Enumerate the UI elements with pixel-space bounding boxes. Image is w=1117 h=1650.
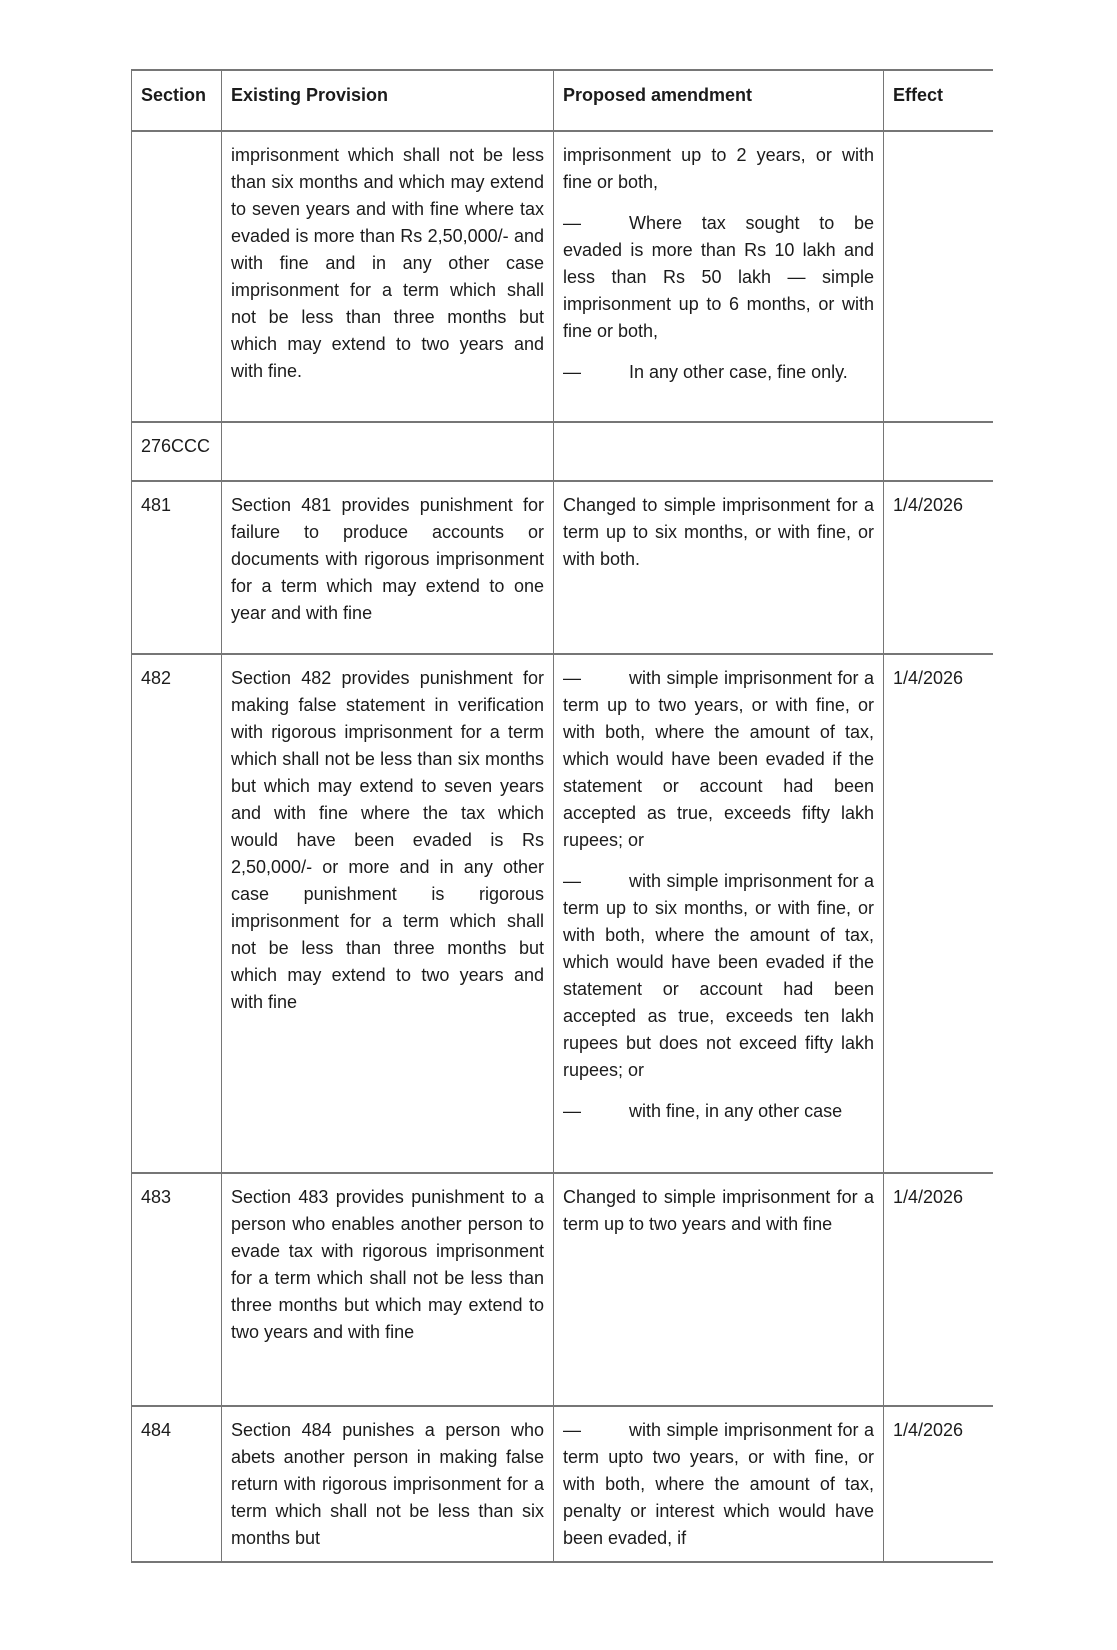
section-label: 484 — [132, 1406, 222, 1563]
paragraph-text: with simple imprisonment for a term up to two years, or with fine, or with both, where the amount of tax, which would have been evaded if the statement or account had been accepted as true, exceeds fifty lakh rupees; or — [563, 668, 874, 850]
em-dash: — — [563, 362, 581, 382]
paragraph — [563, 1417, 874, 1552]
em-dash: — — [563, 213, 581, 233]
header-proposed-amendment: Proposed amendment — [554, 70, 884, 131]
paragraph: Section 483 provides punishment to a person who enables another person to evade tax with rigorous imprisonment for a term which shall not be less than three months but which may extend to two years and with fine — [231, 1187, 544, 1342]
section-label — [132, 131, 222, 422]
paragraph: Section 481 provides punishment for failure to produce accounts or documents with rigorous imprisonment for a term which may extend to one year and with fine — [231, 495, 544, 623]
section-label: 276CCC — [132, 422, 222, 481]
table-row-484 — [132, 1406, 994, 1563]
existing-provision-cell — [222, 1406, 554, 1563]
header-existing-provision: Existing Provision — [222, 70, 554, 131]
header-effect: Effect — [884, 70, 994, 131]
header-row — [132, 70, 994, 131]
existing-provision-cell — [222, 1173, 554, 1406]
proposed-amendment-cell — [554, 654, 884, 1173]
paragraph: Section 482 provides punishment for making false statement in verification with rigorous imprisonment for a term which shall not be less than six months but which may extend to seven years and with fine where the tax which would have been evaded is Rs 2,50,000/- or more and in any other case punishment is rigorous imprisonment for a term which shall not be less than three months but which may extend to two years and with fine — [231, 668, 544, 1012]
paragraph — [563, 1098, 874, 1125]
section-label: 483 — [132, 1173, 222, 1406]
paragraph-text: In any other case, fine only. — [629, 362, 848, 382]
paragraph-text: with simple imprisonment for a term up to six months, or with fine, or with both, where the amount of tax, which would have been evaded if the statement or account had been accepted as true, exceeds ten lakh rupees but does not exceed fifty lakh rupees; or — [563, 871, 874, 1080]
effect-date: 1/4/2026 — [884, 654, 994, 1173]
effect-date: 1/4/2026 — [884, 1406, 994, 1563]
existing-provision-cell — [222, 131, 554, 422]
section-label: 482 — [132, 654, 222, 1173]
paragraph: Section 484 punishes a person who abets another person in making false return with rigorous imprisonment for a term which shall not be less than six months but — [231, 1420, 544, 1548]
effect-date: 1/4/2026 — [884, 1173, 994, 1406]
paragraph-text: Where tax sought to be evaded is more than Rs 10 lakh and less than Rs 50 lakh — simple imprisonment up to 6 months, or with fine or both, — [563, 213, 874, 341]
paragraph — [563, 868, 874, 1084]
section-label: 481 — [132, 481, 222, 654]
em-dash: — — [563, 1101, 581, 1121]
paragraph — [563, 665, 874, 854]
proposed-amendment-cell — [554, 481, 884, 654]
effect-date — [884, 131, 994, 422]
table-row-276ccc — [132, 422, 994, 481]
paragraph: imprisonment up to 2 years, or with fine or both, — [563, 145, 874, 192]
paragraph — [563, 359, 874, 386]
paragraph-text: with simple imprisonment for a term upto two years, or with fine, or with both, where the amount of tax, penalty or interest which would have been evaded, if — [563, 1420, 874, 1548]
table-row-482 — [132, 654, 994, 1173]
amendments-table-region — [131, 69, 993, 1563]
proposed-amendment-cell — [554, 131, 884, 422]
effect-date: 1/4/2026 — [884, 481, 994, 654]
em-dash: — — [563, 871, 581, 891]
existing-provision-cell — [222, 481, 554, 654]
amendments-table — [131, 69, 993, 1563]
proposed-amendment-cell — [554, 1173, 884, 1406]
effect-date — [884, 422, 994, 481]
table-row-continuation — [132, 131, 994, 422]
paragraph: imprisonment which shall not be less than six months and which may extend to seven years and with fine where tax evaded is more than Rs 2,50,000/- and with fine and in any other case imprisonment for a term which shall not be less than three months but which may extend to two years and with fine. — [231, 145, 544, 381]
header-section: Section — [132, 70, 222, 131]
proposed-amendment-cell — [554, 1406, 884, 1563]
proposed-amendment-cell — [554, 422, 884, 481]
existing-provision-cell — [222, 654, 554, 1173]
em-dash: — — [563, 668, 581, 688]
paragraph — [563, 210, 874, 345]
existing-provision-cell — [222, 422, 554, 481]
table-row-481 — [132, 481, 994, 654]
paragraph: Changed to simple imprisonment for a term up to two years and with fine — [563, 1187, 874, 1234]
table-row-483 — [132, 1173, 994, 1406]
em-dash: — — [563, 1420, 581, 1440]
paragraph-text: with fine, in any other case — [629, 1101, 843, 1121]
paragraph: Changed to simple imprisonment for a term up to six months, or with fine, or with both. — [563, 495, 874, 569]
